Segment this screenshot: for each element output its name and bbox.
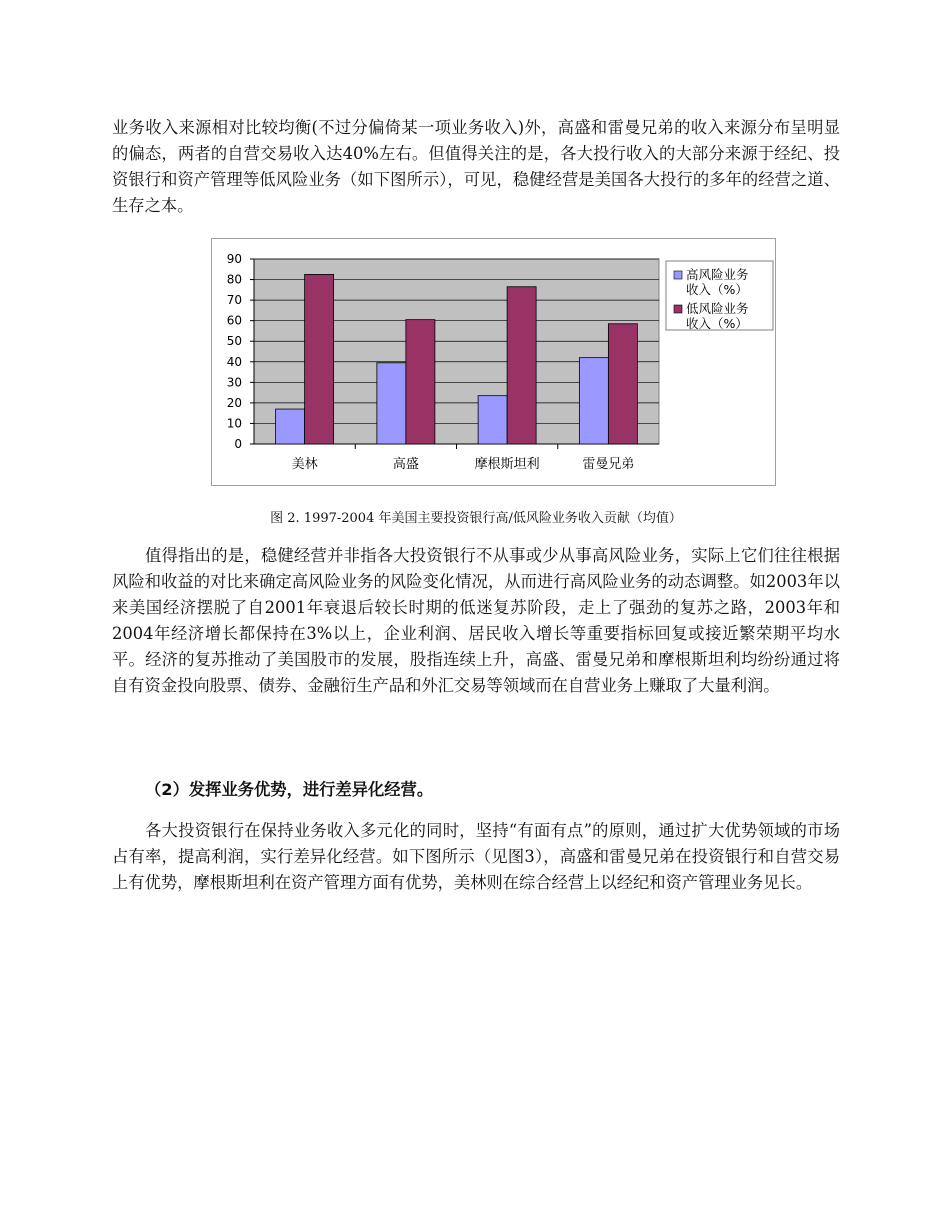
y-tick-label: 50 <box>226 334 242 349</box>
legend-label: 高风险业务 <box>686 267 749 282</box>
paragraph-differentiation: 各大投资银行在保持业务收入多元化的同时，坚持“有面有点”的原则，通过扩大优势领域的市场占有率，提高利润，实行差异化经营。如下图所示（见图3），高盛和雷曼兄弟在投资银行和自营交易上有优势，摩根斯坦利在资产管理方面有优势，美林则在综合经营上以经纪和资产管理业务见长。 <box>112 821 840 892</box>
legend-label: 低风险业务 <box>686 301 749 316</box>
y-tick-label: 10 <box>226 416 242 431</box>
bar <box>507 287 536 444</box>
y-tick-label: 0 <box>234 437 242 451</box>
y-tick-label: 20 <box>226 395 242 410</box>
bar <box>377 363 406 444</box>
bar <box>579 358 608 444</box>
paragraph-steady-operation: 值得指出的是，稳健经营并非指各大投资银行不从事或少从事高风险业务，实际上它们往往根据风险和收益的对比来确定高风险业务的风险变化情况，从而进行高风险业务的动态调整。如2003年以来美国经济摆脱了自2001年衰退后较长时期的低迷复苏阶段，走上了强劲的复苏之路，2003年和2004年经济增长都保持在3%以上，企业利润、居民收入增长等重要指标回复或接近繁荣期平均水平。经济的复苏推动了美国股市的发展，股指连续上升，高盛、雷曼兄弟和摩根斯坦利均纷纷通过将自有资金投向股票、债券、金融衍生产品和外汇交易等领域而在自营业务上赚取了大量利润。 <box>112 546 840 695</box>
legend-label: 收入（%） <box>686 282 748 297</box>
section-heading: （2）发挥业务优势，进行差异化经营。 <box>145 780 434 799</box>
bar <box>406 320 435 444</box>
y-tick-label: 40 <box>226 354 242 369</box>
x-tick-label: 高盛 <box>392 457 419 472</box>
y-tick-label: 80 <box>226 272 242 287</box>
legend-label: 收入（%） <box>686 316 748 331</box>
bar <box>276 409 305 444</box>
bar-chart <box>212 239 775 485</box>
x-tick-label: 美林 <box>291 457 318 472</box>
y-tick-label: 90 <box>226 252 242 266</box>
x-tick-label: 雷曼兄弟 <box>582 457 635 472</box>
figure-caption: 图 2. 1997-2004 年美国主要投资银行高/低风险业务收入贡献（均值） <box>270 511 682 526</box>
legend-swatch <box>674 305 682 313</box>
y-tick-label: 30 <box>226 375 242 390</box>
y-tick-label: 70 <box>226 293 242 308</box>
paragraph-intro: 业务收入来源相对比较均衡(不过分偏倚某一项业务收入)外，高盛和雷曼兄弟的收入来源分布呈明显的偏态，两者的自营交易收入达40%左右。但值得关注的是，各大投行收入的大部分来源于经纪、投资银行和资产管理等低风险业务（如下图所示），可见，稳健经营是美国各大投行的多年的经营之道、生存之本。 <box>112 118 840 215</box>
y-tick-label: 60 <box>226 313 242 328</box>
bar <box>478 396 507 444</box>
x-tick-label: 摩根斯坦利 <box>474 457 540 472</box>
chart-frame <box>211 238 776 486</box>
bar <box>305 274 334 444</box>
bar <box>608 324 637 444</box>
legend-swatch <box>674 271 682 279</box>
